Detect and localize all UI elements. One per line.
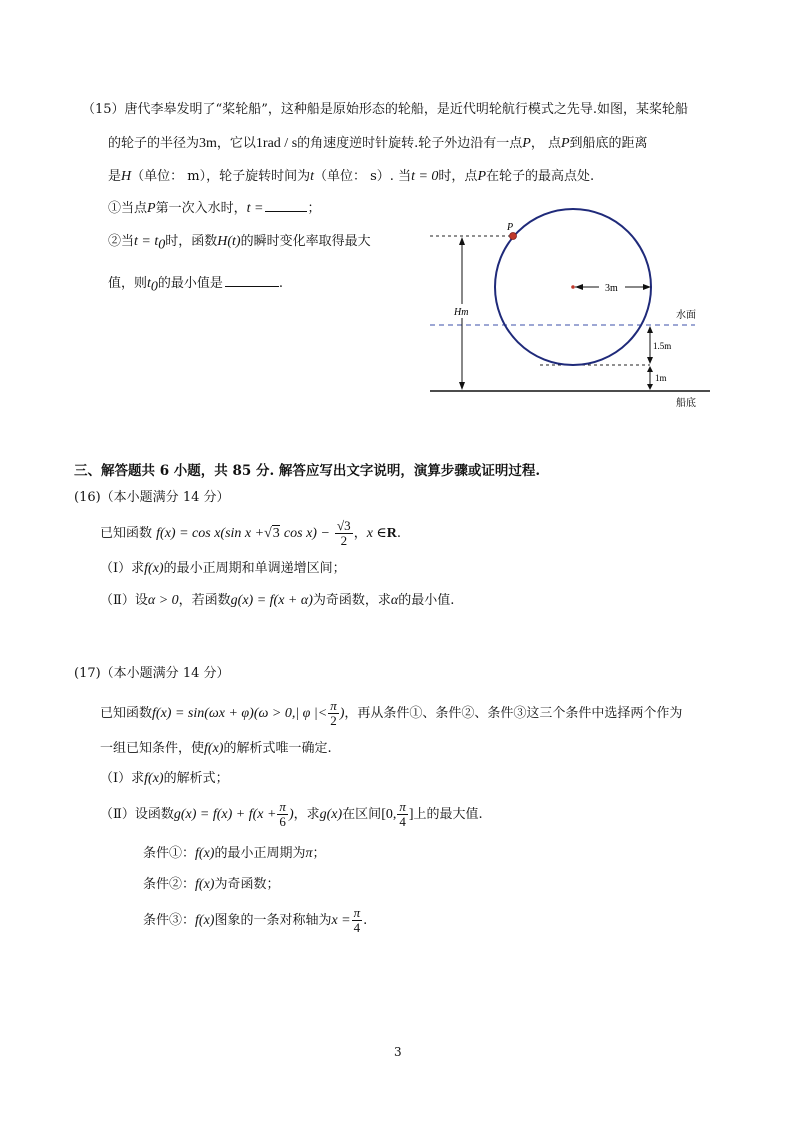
pi-over-4-axis-fraction: $\frac{\pi}{4}$	[353, 905, 361, 935]
label-1-5m: 1.5m	[653, 341, 672, 351]
q15-line1: （15）唐代李皋发明了“桨轮船”，这种船是原始形态的轮船，是近代明轮航行模式之先导.如图，某桨轮船	[82, 102, 688, 117]
gap-arrowhead-bottom	[647, 384, 653, 390]
label-1m: 1m	[655, 373, 667, 383]
q17-part1: （Ⅰ）求f(x)的解析式；	[100, 771, 229, 786]
q15-sub2: ②当$t = t_0$时，函数H(t)的瞬时变化率取得最大	[108, 234, 371, 253]
point-P	[510, 233, 517, 240]
label-3m: 3m	[605, 283, 618, 294]
answer-blank-1[interactable]	[265, 199, 307, 212]
q17-part2: （Ⅱ）设函数g(x) = f(x) + f(x + $\frac{\pi}{6}$ )，求g(x)在区间[0, $\frac{\pi}{4}$ ]上的最大值.	[100, 799, 483, 829]
q15-line3: 是H（单位： m），轮子旋转时间为t（单位： s）. 当t = 0时，点P在轮子的最高点处.	[108, 169, 595, 184]
radius-arrowhead-right	[643, 284, 651, 290]
q15-sub3: 值，则$t_0$的最小值是 .	[108, 276, 284, 295]
q17-line2: 一组已知条件，使f(x)的解析式唯一确定.	[100, 741, 332, 756]
pi-over-2-fraction: $\frac{\pi}{2}$	[330, 698, 337, 728]
page-number: 3	[394, 1045, 402, 1059]
depth-arrowhead-bottom	[647, 357, 653, 364]
q17-condition1: 条件①：f(x)的最小正周期为π；	[143, 846, 326, 861]
label-Hm: Hm	[454, 307, 469, 318]
label-water: 水面	[676, 310, 696, 321]
H-arrowhead-bottom	[459, 382, 465, 390]
sqrt3-over-2-fraction: $\frac{√3}{2}$	[337, 518, 351, 548]
label-P: P	[507, 222, 514, 233]
wheel-center	[571, 285, 575, 289]
pi-over-4-fraction: $\frac{\pi}{4}$	[399, 799, 406, 829]
q15-line2: 的轮子的半径为3m，它以1rad / s的角速度逆时针旋转.轮子外边沿有一点P， 点P到船底的距离	[108, 136, 648, 151]
paddle-wheel-figure	[425, 200, 725, 415]
gap-arrowhead-top	[647, 366, 653, 372]
q16-part2: （Ⅱ）设α > 0，若函数g(x) = f(x + α)为奇函数，求α的最小值.	[100, 593, 455, 608]
label-ship-bottom: 船底	[676, 398, 696, 409]
q17-header: (17)（本小题满分 14 分）	[74, 666, 230, 681]
q17-condition3: 条件③：f(x)图象的一条对称轴为x = $\frac{\pi}{4}$ .	[143, 905, 368, 935]
pi-over-6-fraction: $\frac{\pi}{6}$	[279, 799, 286, 829]
answer-blank-2[interactable]	[225, 274, 279, 287]
radius-arrowhead-left	[575, 284, 583, 290]
section3-title: 三、解答题共 6 小题，共 85 分. 解答应写出文字说明，演算步骤或证明过程.	[74, 463, 541, 479]
q16-given: 已知函数 f(x) = cos x(sin x +√3 cos x) − $\frac{√3}{2}$ ，x ∈R.	[100, 518, 402, 548]
depth-arrowhead-top	[647, 326, 653, 333]
q16-part1: （Ⅰ）求f(x)的最小正周期和单调递增区间；	[100, 561, 346, 576]
q16-header: (16)（本小题满分 14 分）	[74, 490, 230, 505]
q17-condition2: 条件②：f(x)为奇函数；	[143, 877, 280, 892]
q17-given: 已知函数f(x) = sin(ωx + φ)(ω > 0,| φ |< $\frac{\pi}{2}$ )，再从条件①、条件②、条件③这三个条件中选择两个作为	[100, 698, 683, 728]
H-arrowhead-top	[459, 237, 465, 245]
q15-sub1: ①当点P第一次入水时，t = ；	[108, 201, 321, 216]
q15-number: （15）	[82, 102, 125, 117]
